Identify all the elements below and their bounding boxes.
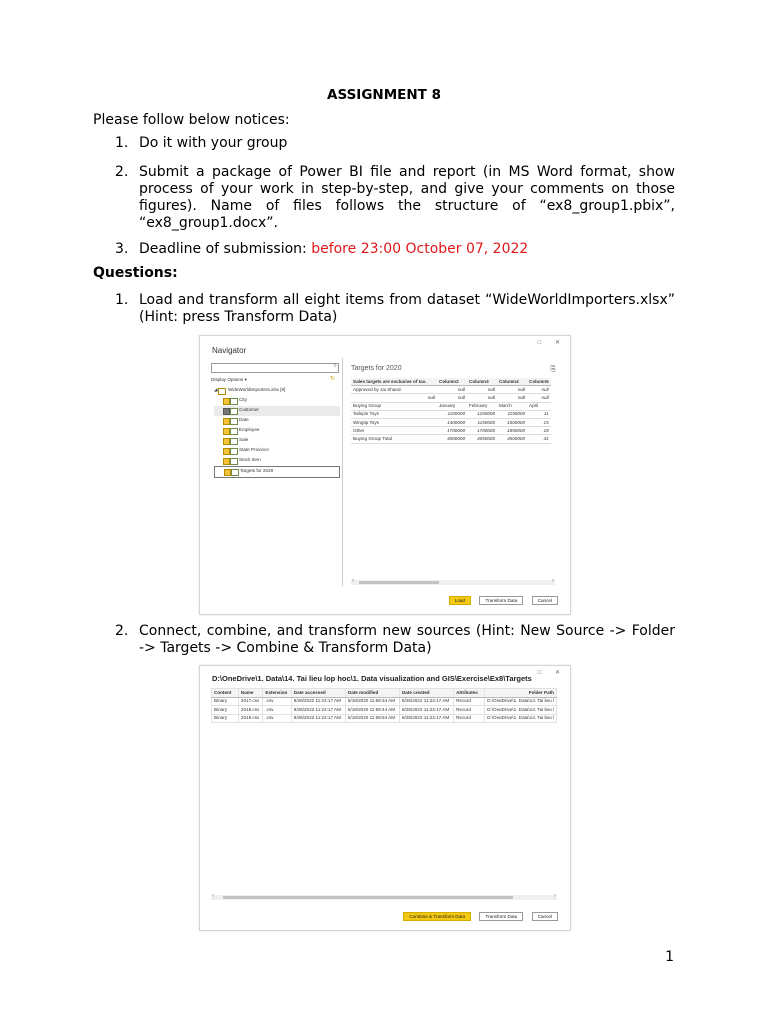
table-cell: 5/18/2020 11:59:34 AM: [345, 697, 399, 706]
scroll-right-icon[interactable]: ›: [554, 893, 556, 899]
page-number: 1: [665, 949, 674, 965]
table-header: Sales targets are exclusive of tax.: [351, 378, 437, 386]
table-cell: Wingtip Toys: [351, 418, 437, 426]
collapse-icon[interactable]: ◢: [214, 387, 218, 392]
table-row: [351, 394, 551, 402]
table-cell: D:\OneDrive\1. Data\14. Tai lieu l: [485, 697, 557, 706]
list-number: 3.: [115, 241, 129, 257]
table-cell: February: [467, 402, 497, 410]
folder-path-title: D:\OneDrive\1. Data\14. Tai lieu lop hoc\1. Data visualization and GIS\Exercise\Ex8\Targets: [212, 674, 532, 683]
questions-heading: Questions:: [93, 265, 178, 281]
folder-icon: [218, 388, 226, 395]
table-cell: 1100000: [437, 410, 467, 418]
table-cell: null: [437, 394, 467, 402]
table-header: Date created: [399, 689, 453, 698]
table-cell: 2018.csv: [238, 706, 262, 715]
table-cell: 2019.csv: [238, 714, 262, 723]
table-icon: [230, 408, 238, 415]
tree-root-label: WideWorldImporters.xlsx [8]: [228, 387, 286, 392]
window-controls[interactable]: □ ✕: [537, 340, 566, 346]
table-cell: 1500000: [497, 418, 527, 426]
tree-item-stock-item[interactable]: [214, 456, 340, 466]
table-cell: Other: [351, 427, 437, 435]
cancel-button[interactable]: Cancel: [532, 912, 558, 921]
table-row: [212, 714, 557, 723]
table-row: [351, 427, 551, 435]
list-text: Do it with your group: [139, 135, 288, 151]
table-header: Column2: [437, 378, 467, 386]
refresh-icon[interactable]: ↻: [330, 376, 336, 382]
table-cell: Buying Group Total: [351, 435, 437, 443]
tree-item-city[interactable]: [214, 396, 340, 406]
tree-root[interactable]: [214, 386, 340, 396]
folder-dialog-screenshot: [199, 665, 571, 931]
tree-item-date[interactable]: [214, 416, 340, 426]
table-cell: null: [437, 386, 467, 394]
table-icon: [230, 398, 238, 405]
table-icon: [230, 428, 238, 435]
table-header: Content: [212, 689, 239, 698]
scroll-right-icon[interactable]: ›: [552, 578, 554, 584]
table-cell: 18: [527, 427, 551, 435]
table-cell: null: [527, 386, 551, 394]
table-cell: 15: [527, 418, 551, 426]
table-cell: 1400000: [437, 418, 467, 426]
navigator-title: Navigator: [212, 346, 247, 355]
tree-item-label: Date: [239, 417, 249, 422]
list-number: 1.: [115, 135, 129, 151]
table-header: Attributes: [454, 689, 485, 698]
table-cell: March: [497, 402, 527, 410]
table-cell: null: [497, 386, 527, 394]
search-icon: ⌕: [333, 363, 337, 369]
table-cell: Approved by Jai Shand.: [351, 386, 437, 394]
table-header: Extension: [263, 689, 291, 698]
tree-item-employee[interactable]: [214, 426, 340, 436]
intro-text: Please follow below notices:: [93, 112, 290, 128]
navigator-button-bar: [445, 589, 558, 607]
tree-item-label: State Province: [239, 447, 269, 452]
table-icon: [230, 458, 238, 465]
tree-item-sale[interactable]: [214, 436, 340, 446]
table-cell: 1850000: [497, 427, 527, 435]
table-header: Column4: [497, 378, 527, 386]
table-cell: 4050000: [467, 435, 497, 443]
list-text: Load and transform all eight items from dataset “WideWorldImporters.xlsx” (Hint: press Transform Data): [139, 292, 675, 325]
tree-item-customer[interactable]: [214, 406, 340, 416]
table-row: [351, 410, 551, 418]
list-text: Submit a package of Power BI file and report (in MS Word format, show process of your work in step-by-step, and give your comments on those figures). Name of files follows the structure of “ex8_group1.pbix”, “ex8_group1.docx”.: [139, 164, 675, 231]
tree-item-targets-for-2020[interactable]: [214, 466, 340, 478]
table-row: [212, 706, 557, 715]
table-cell: January: [437, 402, 467, 410]
table-cell: 1700000: [467, 427, 497, 435]
load-button[interactable]: Load: [449, 596, 471, 605]
table-icon: [231, 469, 239, 476]
table-cell: .csv: [263, 706, 291, 715]
table-cell: 2017.csv: [238, 697, 262, 706]
table-cell: 8/26/2022 11:24:17 AM: [399, 697, 453, 706]
deadline-prefix: Deadline of submission:: [139, 241, 312, 257]
table-cell: 4500000: [497, 435, 527, 443]
table-cell: 1150000: [467, 418, 497, 426]
table-header-row: [351, 378, 551, 386]
table-cell: 1200000: [467, 410, 497, 418]
table-cell: 5/18/2020 11:59:44 AM: [345, 706, 399, 715]
table-header: Column3: [467, 378, 497, 386]
table-cell: null: [351, 394, 437, 402]
list-text: Connect, combine, and transform new sources (Hint: New Source -> Folder -> Targets -> Combine & Transform Data): [139, 623, 675, 656]
table-row: [351, 435, 551, 443]
table-cell: Binary: [212, 714, 239, 723]
table-row: [351, 418, 551, 426]
table-cell: null: [497, 394, 527, 402]
table-icon: [230, 438, 238, 445]
table-header: Name: [238, 689, 262, 698]
table-cell: Record: [454, 714, 485, 723]
table-header: Column5: [527, 378, 551, 386]
table-header: Folder Path: [485, 689, 557, 698]
table-header: Date modified: [345, 689, 399, 698]
export-icon[interactable]: ⎘: [550, 366, 556, 373]
folder-button-bar: [399, 905, 558, 923]
table-cell: Tailspin Toys: [351, 410, 437, 418]
deadline-text: before 23:00 October 07, 2022: [311, 241, 529, 257]
table-cell: Record: [454, 697, 485, 706]
search-input[interactable]: [211, 363, 339, 373]
panel-divider: [342, 358, 343, 586]
list-number: 2.: [115, 164, 129, 180]
scroll-left-icon[interactable]: ‹: [352, 578, 354, 584]
tree-item-label: City: [239, 397, 247, 402]
table-cell: 4000000: [437, 435, 467, 443]
file-table-wrapper: [211, 688, 557, 723]
checkbox[interactable]: [223, 448, 230, 455]
tree-item-label: Sale: [239, 437, 249, 442]
table-cell: Buying Group: [351, 402, 437, 410]
checkbox[interactable]: [223, 438, 230, 445]
scrollbar-thumb[interactable]: [223, 896, 513, 899]
tree-item-state-province[interactable]: [214, 446, 340, 456]
checkbox[interactable]: [223, 398, 230, 405]
table-cell: 8/26/2022 11:24:17 AM: [291, 697, 345, 706]
table-cell: 8/26/2022 11:24:17 AM: [399, 706, 453, 715]
tree-item-label: Targets for 2020: [240, 468, 274, 473]
tree-item-label: Stock Item: [239, 457, 261, 462]
table-cell: Binary: [212, 706, 239, 715]
checkbox[interactable]: [223, 408, 230, 415]
preview-table: [351, 378, 551, 444]
table-cell: .csv: [263, 697, 291, 706]
checkbox[interactable]: [223, 458, 230, 465]
file-table: [211, 688, 557, 723]
transform-data-button[interactable]: Transform Data: [479, 596, 523, 605]
table-header: Date accessed: [291, 689, 345, 698]
window-controls[interactable]: □ ✕: [537, 670, 566, 676]
checkbox[interactable]: [223, 428, 230, 435]
preview-title: Targets for 2020: [351, 365, 402, 372]
checkbox[interactable]: [224, 469, 231, 476]
tree-item-label: Customer: [239, 407, 259, 412]
display-options-dropdown[interactable]: Display Options ▾: [211, 377, 247, 382]
table-cell: April: [527, 402, 551, 410]
table-cell: 5/18/2020 11:59:54 AM: [345, 714, 399, 723]
table-cell: Binary: [212, 697, 239, 706]
table-cell: null: [467, 386, 497, 394]
table-cell: null: [527, 394, 551, 402]
cancel-button[interactable]: Cancel: [532, 596, 558, 605]
transform-data-button[interactable]: Transform Data: [479, 912, 523, 921]
scrollbar-thumb[interactable]: [359, 581, 439, 584]
table-cell: 41: [527, 435, 551, 443]
table-cell: Record: [454, 706, 485, 715]
table-cell: .csv: [263, 714, 291, 723]
table-cell: D:\OneDrive\1. Data\14. Tai lieu l: [485, 714, 557, 723]
table-icon: [230, 448, 238, 455]
checkbox[interactable]: [223, 418, 230, 425]
tree-item-label: Employee: [239, 427, 260, 432]
combine-transform-button[interactable]: Combine & Transform Data: [403, 912, 471, 921]
navigator-tree: [214, 386, 340, 478]
page-title: ASSIGNMENT 8: [327, 87, 441, 103]
table-header-row: [212, 689, 557, 698]
table-row: [351, 402, 551, 410]
list-number: 2.: [115, 623, 129, 639]
table-cell: null: [467, 394, 497, 402]
table-cell: 11: [527, 410, 551, 418]
table-row: [212, 697, 557, 706]
table-cell: 1150000: [497, 410, 527, 418]
table-cell: 8/26/2022 11:24:17 AM: [291, 714, 345, 723]
scroll-left-icon[interactable]: ‹: [212, 893, 214, 899]
list-text: [139, 241, 675, 258]
table-row: [351, 386, 551, 394]
table-cell: D:\OneDrive\1. Data\14. Tai lieu l: [485, 706, 557, 715]
list-number: 1.: [115, 292, 129, 308]
navigator-screenshot: [199, 335, 571, 615]
table-cell: 1700000: [437, 427, 467, 435]
table-cell: 8/26/2022 11:24:17 AM: [291, 706, 345, 715]
table-cell: 8/26/2022 11:24:17 AM: [399, 714, 453, 723]
horizontal-scrollbar[interactable]: [211, 895, 557, 900]
horizontal-scrollbar[interactable]: [351, 580, 555, 585]
table-icon: [230, 418, 238, 425]
